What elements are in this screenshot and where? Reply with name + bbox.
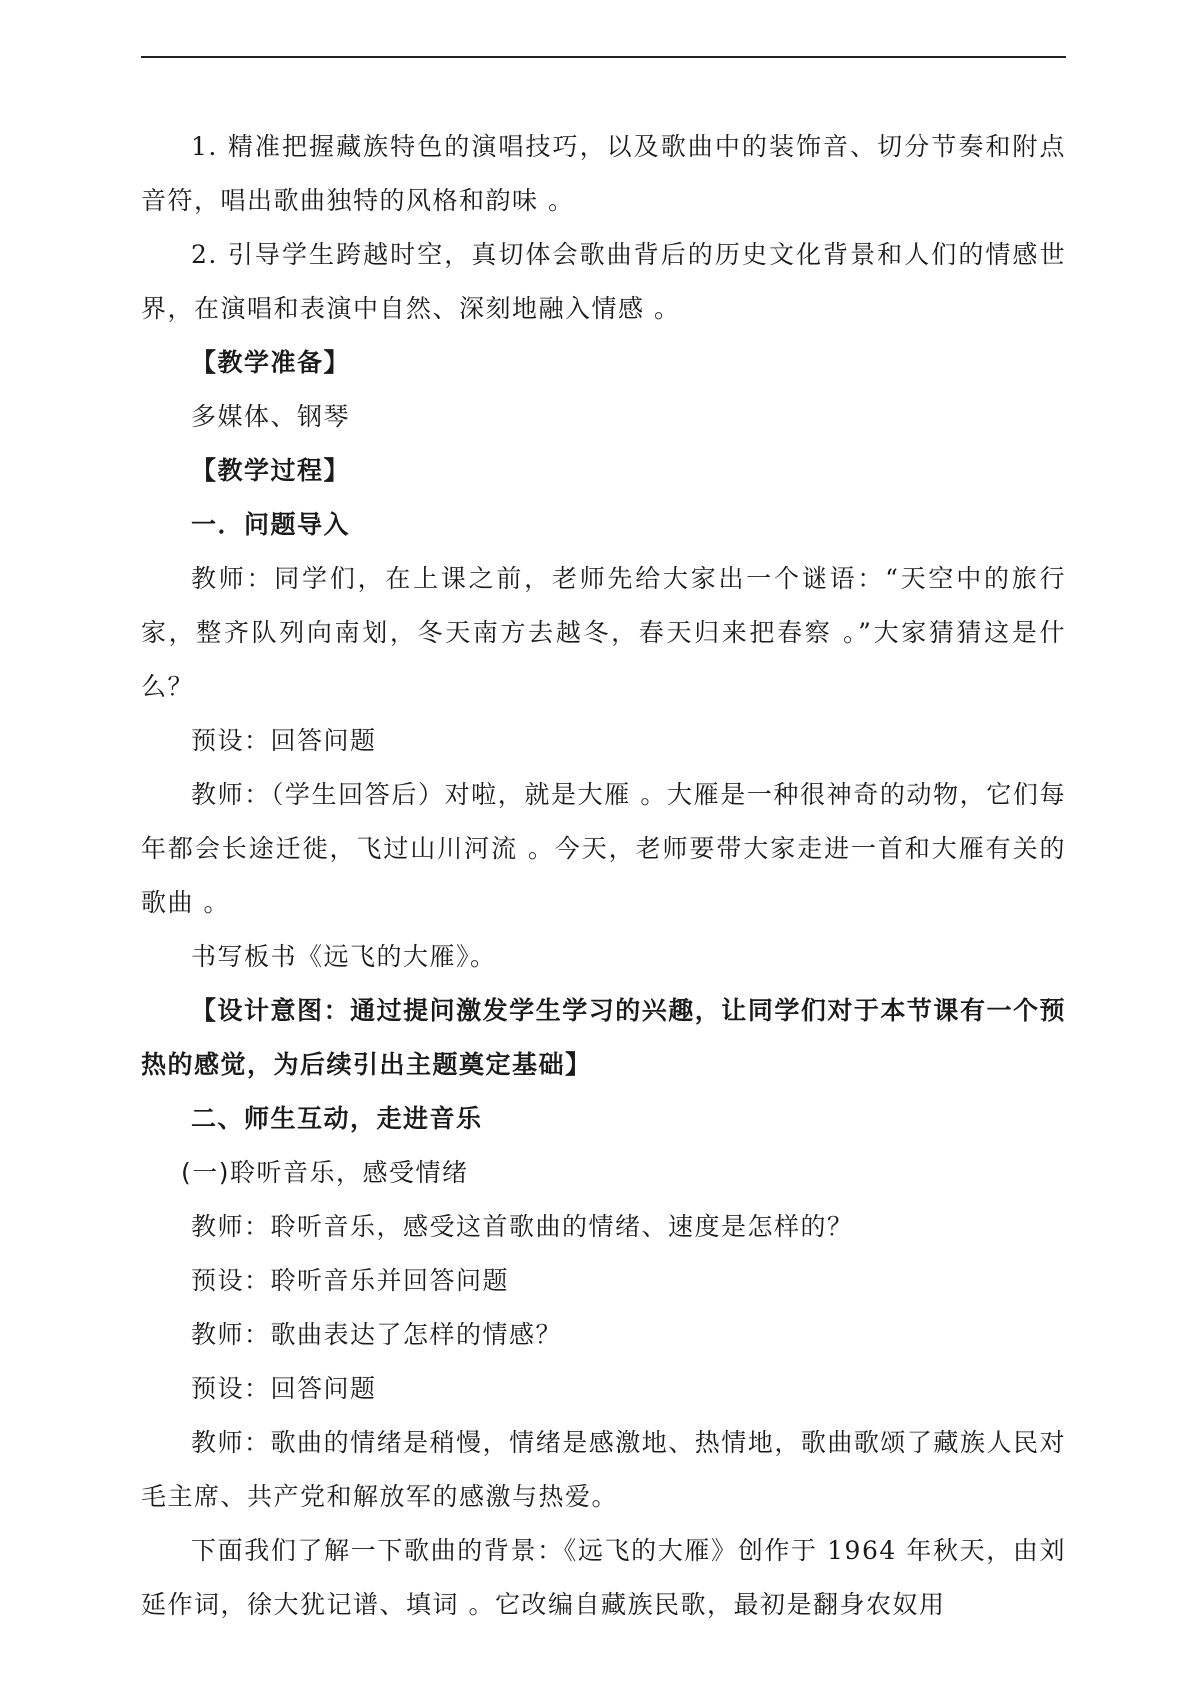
paragraph-teacher-emotion: 教师：歌曲表达了怎样的情感？	[191, 1320, 563, 1349]
paragraph-teacher-listen: 教师：聆听音乐，感受这首歌曲的情绪、速度是怎样的？	[191, 1212, 854, 1241]
paragraph-preset-listen: 预设：聆听音乐并回答问题	[191, 1266, 510, 1295]
paragraph-preparation: 多媒体、钢琴	[191, 402, 351, 431]
heading-teaching-preparation: 【教学准备】	[191, 348, 351, 377]
paragraph-teacher-summary: 教师：歌曲的情绪是稍慢，情绪是感激地、热情地，歌曲歌颂了藏族人民对毛主席、共产党和解放军的感激与热爱。	[141, 1428, 1066, 1511]
paragraph-preset-answer-2: 预设：回答问题	[191, 1374, 377, 1403]
paragraph-teacher-riddle: 教师：同学们，在上课之前，老师先给大家出一个谜语：“天空中的旅行家，整齐队列向南划，冬天南方去越冬，春天归来把春察 。”大家猜猜这是什么？	[141, 564, 1066, 701]
heading-section-two-sub: (一)聆听音乐，感受情绪	[181, 1158, 469, 1187]
paragraph-objective-1: 1. 精准把握藏族特色的演唱技巧，以及歌曲中的装饰音、切分节奏和附点音符，唱出歌曲独特的风格和韵味 。	[141, 132, 1066, 215]
heading-teaching-process: 【教学过程】	[191, 456, 351, 485]
header-rule	[141, 56, 1066, 58]
paragraph-design-intent: 【设计意图：通过提问激发学生学习的兴趣，让同学们对于本节课有一个预热的感觉，为后续引出主题奠定基础】	[141, 996, 1066, 1079]
heading-section-one: 一．问题导入	[191, 510, 351, 539]
document-body	[141, 120, 1066, 1632]
paragraph-song-background: 下面我们了解一下歌曲的背景：《远飞的大雁》创作于 1964 年秋天，由刘延作词，徐大犹记谱、填词 。它改编自藏族民歌，最初是翻身农奴用	[141, 1536, 1066, 1619]
paragraph-teacher-wild-goose: 教师：（学生回答后）对啦，就是大雁 。大雁是一种很神奇的动物，它们每年都会长途迁徙，飞过山川河流 。今天，老师要带大家走进一首和大雁有关的歌曲 。	[141, 780, 1066, 917]
paragraph-preset-answer: 预设：回答问题	[191, 726, 377, 755]
paragraph-objective-2: 2. 引导学生跨越时空，真切体会歌曲背后的历史文化背景和人们的情感世界，在演唱和表演中自然、深刻地融入情感 。	[141, 240, 1066, 323]
paragraph-blackboard: 书写板书《远飞的大雁》。	[191, 942, 497, 971]
heading-section-two: 二、师生互动，走进音乐	[191, 1104, 483, 1133]
